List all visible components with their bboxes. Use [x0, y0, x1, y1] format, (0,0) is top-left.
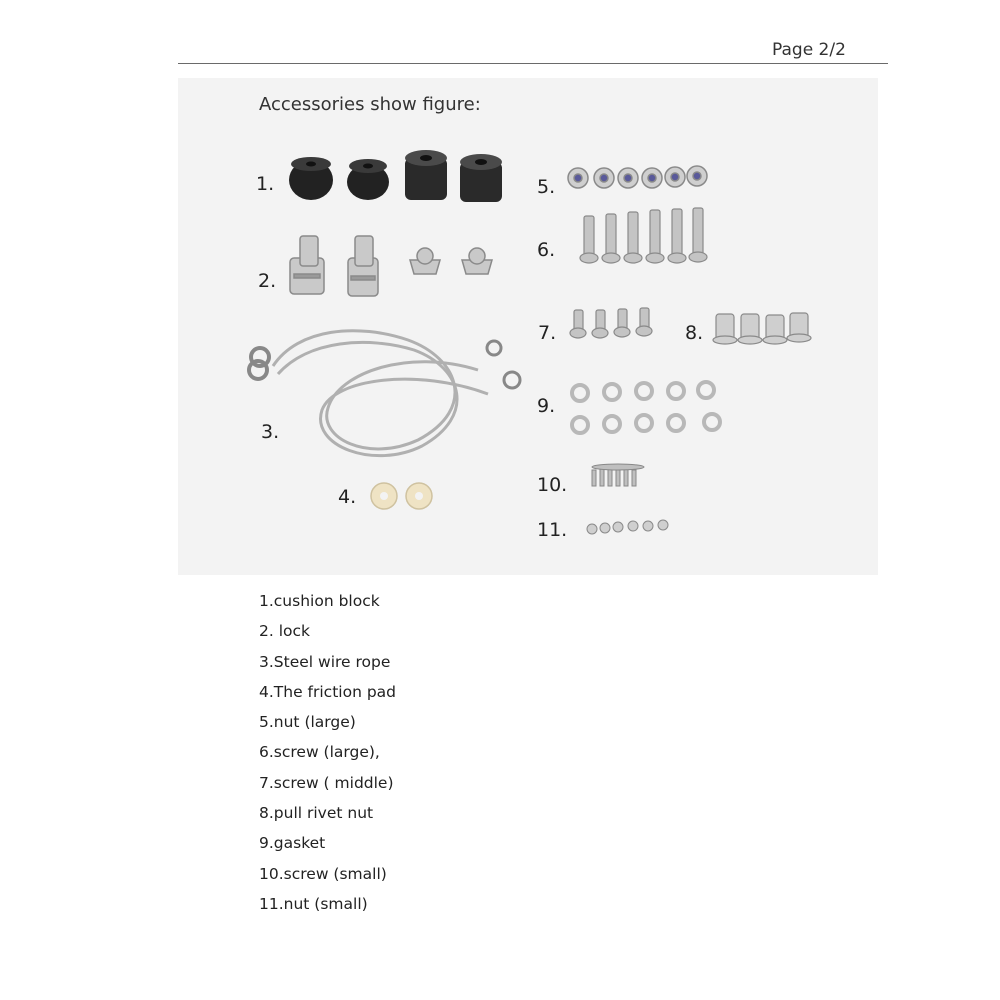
friction-pads-illustration — [371, 483, 432, 509]
middle-screws-illustration — [570, 308, 652, 338]
figure-number-3: 3. — [261, 421, 280, 443]
list-item: 5.nut (large) — [259, 713, 356, 732]
list-item: 2. lock — [259, 622, 311, 641]
small-screws-illustration — [592, 464, 644, 486]
locks-illustration — [290, 236, 492, 296]
accessories-legend — [259, 586, 396, 919]
list-item: 7.screw ( middle) — [259, 773, 394, 792]
figure-number-6: 6. — [537, 239, 556, 261]
figure-heading: Accessories show figure: — [259, 94, 481, 115]
list-item: 8.pull rivet nut — [259, 804, 374, 823]
figure-number-1: 1. — [256, 173, 275, 195]
figure-number-7: 7. — [538, 322, 557, 344]
header-rule — [178, 63, 888, 64]
figure-number-9: 9. — [537, 395, 556, 417]
figure-number-8: 8. — [685, 322, 704, 344]
figure-number-10: 10. — [537, 474, 568, 496]
list-item: 3.Steel wire rope — [259, 652, 391, 671]
large-nuts-illustration — [568, 166, 707, 188]
list-item: 4.The friction pad — [259, 682, 396, 701]
figure-number-11: 11. — [537, 519, 568, 541]
list-item: 9.gasket — [259, 834, 326, 853]
list-item: 11.nut (small) — [259, 894, 368, 913]
large-screws-illustration — [580, 208, 707, 263]
steel-wire-rope-illustration — [249, 331, 520, 456]
pull-rivet-nuts-illustration — [713, 313, 811, 344]
cushion-blocks-illustration — [289, 150, 502, 202]
page-number: Page 2/2 — [772, 40, 846, 60]
figure-number-4: 4. — [338, 486, 357, 508]
small-nuts-illustration — [587, 520, 668, 534]
list-item: 6.screw (large), — [259, 743, 380, 762]
accessories-photo — [178, 78, 878, 575]
figure-number-5: 5. — [537, 176, 556, 198]
figure-number-2: 2. — [258, 270, 277, 292]
gaskets-illustration — [572, 382, 720, 433]
list-item: 1.cushion block — [259, 592, 380, 610]
list-item: 10.screw (small) — [259, 864, 387, 883]
